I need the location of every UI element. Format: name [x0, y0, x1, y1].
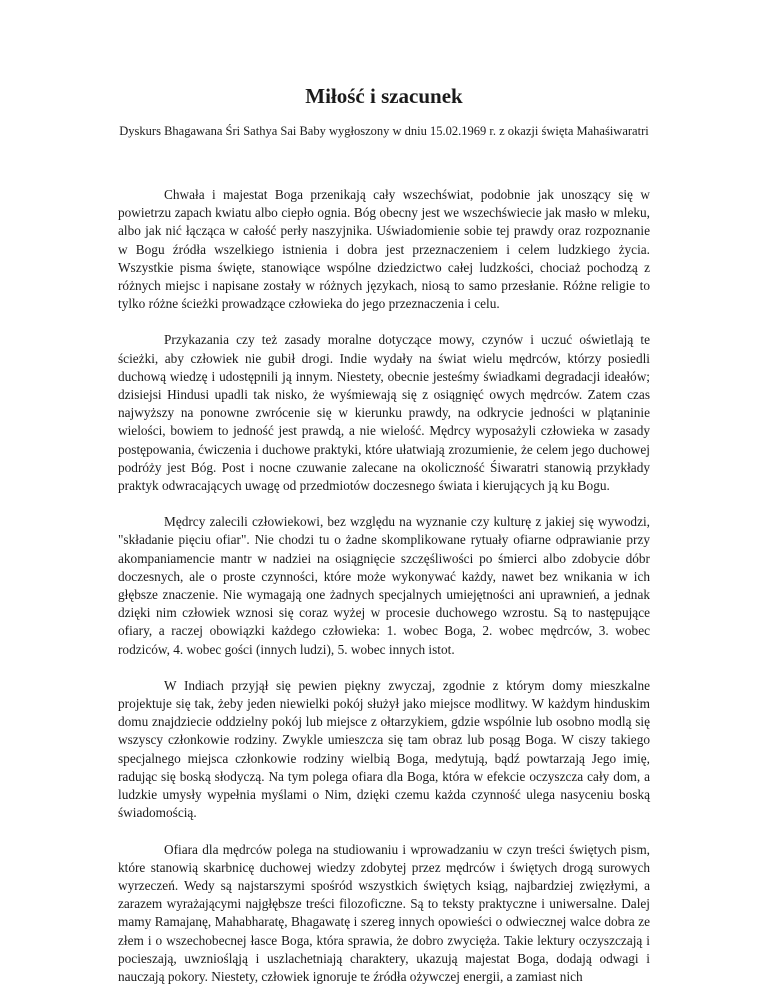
paragraph: Ofiara dla mędrców polega na studiowaniu i wprowadzaniu w czyn treści świętych pism, które stanowią skarbnicę duchowej wiedzy zdobytej przez mędrców i świętych drogą surowych wyrzeczeń. Wedy są najstarszymi spośród wszystkich świętych ksiąg, najbardziej zwięzłymi, a zarazem wyrażającymi najgłębsze treści filozoficzne. Są to teksty praktyczne i uniwersalne. Dalej mamy Ramajanę, Mahabharatę, Bhagawatę i szereg innych opowieści o odwiecznej walce dobra ze złem i o wszechobecnej łasce Boga, która sprawia, że dobro zwycięża. Takie lektury oczyszczają i pocieszają, uwzniośląją i uszlachetniają charaktery, ukazują majestat Boga, dodają odwagi i nauczają pokory. Niestety, człowiek ignoruje te źródła ożywczej energii, a zamiast nich [118, 841, 650, 984]
document-subtitle: Dyskurs Bhagawana Śri Sathya Sai Baby wygłoszony w dniu 15.02.1969 r. z okazji święta Mahaśiwaratri [119, 124, 649, 138]
paragraph: Chwała i majestat Boga przenikają cały wszechświat, podobnie jak unoszący się w powietrzu zapach kwiatu albo ciepło ognia. Bóg obecny jest we wszechświecie jak masło w mleku, albo jak nić łącząca w całość perły naszyjnika. Uświadomienie sobie tej prawdy oraz rozpoznanie w Bogu źródła wszelkiego istnienia i dobra jest przeznaczeniem i celem ludzkiego życia. Wszystkie pisma święte, stanowiące wspólne dziedzictwo całej ludzkości, chociaż pochodzą z różnych miejsc i napisane zostały w różnych językach, niosą to samo przesłanie. Różne religie to tylko różne ścieżki prowadzące człowieka do jego przeznaczenia i celu. [118, 187, 650, 312]
paragraph: Przykazania czy też zasady moralne dotyczące mowy, czynów i uczuć oświetlają te ścieżki, aby człowiek nie gubił drogi. Indie wydały na świat wielu mędrców, którzy posiedli duchową wiedzę i udostępnili ją innym. Niestety, obecnie jesteśmy świadkami degradacji ideałów; dzisiejsi Hindusi upadli tak nisko, że wyśmiewają się z osiągnięć owych mędrców. Zatem czas najwyższy na ponowne zwrócenie się w kierunku prawdy, na odkrycie jedności w plątaninie wielości, bowiem to jedność jest prawdą, a nie wielość. Mędrcy wyposażyli człowieka w zasady postępowania, ćwiczenia i duchowe praktyki, które ułatwiają zrozumienie, że celem jego duchowej podróży jest Bóg. Post i nocne czuwanie zalecane na okoliczność Śiwaratri stanowią przykłady praktyk odwracających uwagę od przedmiotów doczesnego świata i kierujących ją ku Bogu. [118, 332, 650, 494]
document-title: Miłość i szacunek [305, 84, 463, 108]
paragraph: Mędrcy zalecili człowiekowi, bez względu na wyznanie czy kulturę z jakiej się wywodzi, "składanie pięciu ofiar". Nie chodzi tu o żadne skomplikowane rytuały ofiarne odprawianie przy akompaniamencie mantr w nadziei na osiągnięcie szczęśliwości po śmierci albo zdobycie dóbr doczesnych, ale o proste czynności, które może wykonywać każdy, nawet bez wnikania w ich głębsze znaczenie. Nie wymagają one żadnych specjalnych umiejętności ani uprawnień, a jednak dzięki nim człowiek wznosi się coraz wyżej w procesie duchowego wzrostu. Są to następujące ofiary, a raczej obowiązki każdego człowieka: 1. wobec Boga, 2. wobec mędrców, 3. wobec rodziców, 4. wobec gości (innych ludzi), 5. wobec innych istot. [118, 514, 650, 657]
paragraph: W Indiach przyjął się pewien piękny zwyczaj, zgodnie z którym domy mieszkalne projektuje się tak, żeby jeden niewielki pokój służył jako miejsce modlitwy. W każdym hinduskim domu znajdziecie oddzielny pokój lub miejsce z ołtarzykiem, gdzie wspólnie lub osobno modlą się wszyscy członkowie rodziny. Zwykle umieszcza się tam obraz lub posąg Boga. W ciszy takiego specjalnego miejsca członkowie rodziny wielbią Boga, medytują, bądź powtarzają Jego imię, radując się boską słodyczą. Na tym polega ofiara dla Boga, która w efekcie oczyszcza cały dom, a ludzkie umysły wypełnia myślami o Nim, dzięki czemu każda czynność ulega nasyceniu boską świadomością. [118, 677, 650, 821]
document-body [118, 186, 650, 994]
